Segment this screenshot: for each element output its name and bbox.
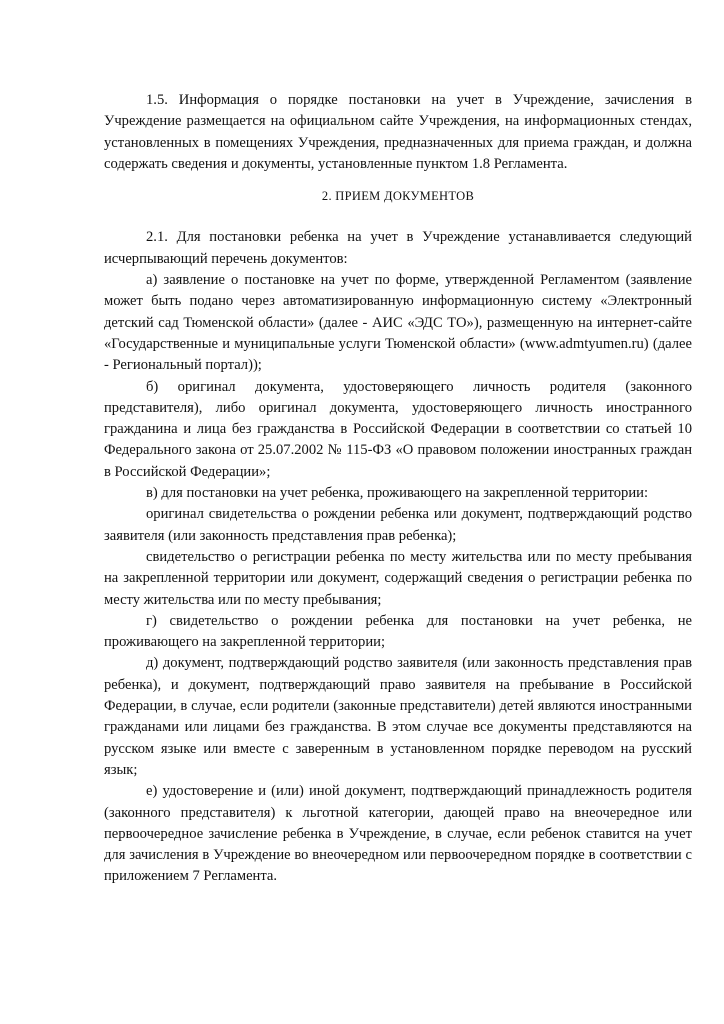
list-item-b: б) оригинал документа, удостоверяющего личность родителя (законного представителя), либо оригинал документа, удостоверяющего личность иностранного гражданина и лица без гражданства в Российской Федерации в соответствии со статьей 10 Федерального закона от 25.07.2002 № 115-ФЗ «О правовом положении иностранных граждан в Российской Федерации»; xyxy=(104,378,692,480)
list-item-v: в) для постановки на учет ребенка, проживающего на закрепленной территории: xyxy=(146,485,649,502)
list-item-e: е) удостоверение и (или) иной документ, подтверждающий принадлежность родителя (законного представителя) к льготной категории, дающей право на внеочередное или первоочередное зачисление ребенка в Учреждение, в случае, если ребенок ставится на учет для зачисления в Учреждение во внеочередном или первоочередном порядке в соответствии с приложением 7 Регламента. xyxy=(104,783,692,885)
list-item-g: г) свидетельство о рождении ребенка для постановки на учет ребенка, не проживающего на закрепленной территории; xyxy=(104,612,692,651)
document-page xyxy=(104,90,692,888)
list-item-v-sub-1: оригинал свидетельства о рождении ребенка или документ, подтверждающий родство заявителя (или законность представления прав ребенка); xyxy=(104,506,692,544)
list-item-v-sub-2: свидетельство о регистрации ребенка по месту жительства или по месту пребывания на закрепленной территории или документ, содержащий сведения о регистрации ребенка по месту жительства или по месту пребывания; xyxy=(104,548,692,608)
list-item-d: д) документ, подтверждающий родство заявителя (или законность представления прав ребенка), и документ, подтверждающий право заявителя на пребывание в Российской Федерации, в случае, если родители (законные представители) детей являются иностранными гражданами или лицами без гражданства. В этом случае все документы представляются на русском языке или вместе с заверенным в установленном порядке переводом на русский язык; xyxy=(104,655,692,778)
paragraph-1-5: 1.5. Информация о порядке постановки на учет в Учреждение, зачисления в Учреждение размещается на официальном сайте Учреждения, на информационных стендах, установленных в помещениях Учреждения, предназначенных для приема граждан, и должна содержать сведения и документы, установленные пунктом 1.8 Регламента. xyxy=(104,92,692,172)
list-item-a: а) заявление о постановке на учет по форме, утвержденной Регламентом (заявление может быть подано через автоматизированную информационную систему «Электронный детский сад Тюменской области» (далее - АИС «ЭДС ТО»), размещенную на интернет-сайте «Государственные и муниципальные услуги Тюменской области» (www.admtyumen.ru) (далее - Региональный портал)); xyxy=(104,272,692,374)
section-heading-2: 2. ПРИЕМ ДОКУМЕНТОВ xyxy=(321,189,475,204)
paragraph-2-1: 2.1. Для постановки ребенка на учет в Учреждение устанавливается следующий исчерпывающий перечень документов: xyxy=(104,229,692,267)
